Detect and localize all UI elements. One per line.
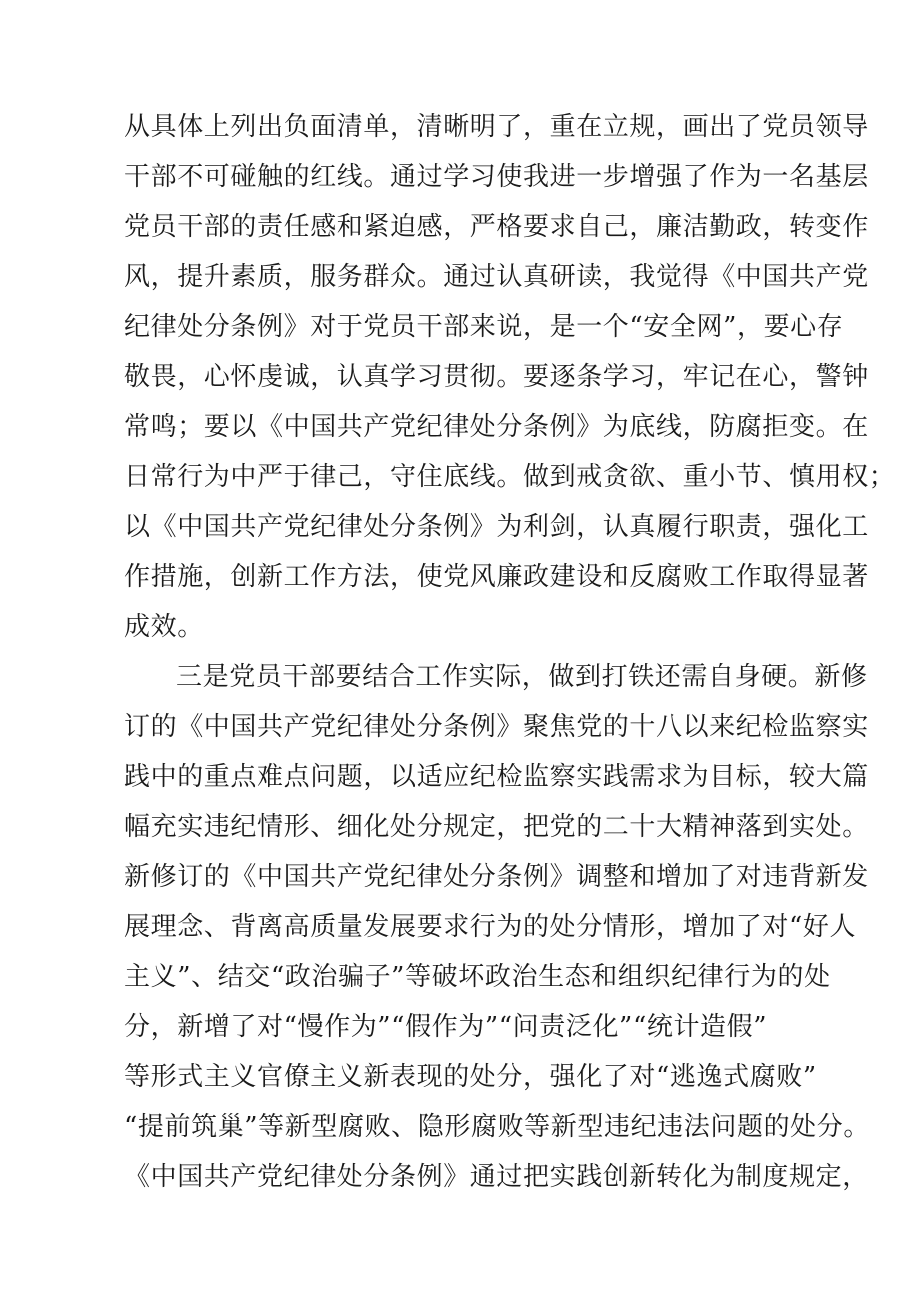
text-line: 日常行为中严于律己，守住底线。做到戒贪欲、重小节、慎用权； xyxy=(124,462,896,492)
text-line: 新修订的《中国共产党纪律处分条例》调整和增加了对违背新发 xyxy=(124,862,869,892)
text-line: “提前筑巢”等新型腐败、隐形腐败等新型违纪违法问题的处分。 xyxy=(124,1112,870,1142)
text-line: 成效。 xyxy=(124,612,204,642)
text-line: 作措施，创新工作方法，使党风廉政建设和反腐败工作取得显著 xyxy=(124,562,869,592)
text-line: 等形式主义官僚主义新表现的处分，强化了对“逃逸式腐败” xyxy=(124,1062,817,1092)
text-line: 敬畏，心怀虔诚，认真学习贯彻。要逐条学习，牢记在心，警钟 xyxy=(124,362,869,392)
text-line: 以《中国共产党纪律处分条例》为利剑，认真履行职责，强化工 xyxy=(124,512,869,542)
text-line: 从具体上列出负面清单，清晰明了，重在立规，画出了党员领导 xyxy=(124,112,869,142)
text-line: 党员干部的责任感和紧迫感，严格要求自己，廉洁勤政，转变作 xyxy=(124,212,869,242)
text-line: 订的《中国共产党纪律处分条例》聚焦党的十八以来纪检监察实 xyxy=(124,712,869,742)
text-line: 常鸣；要以《中国共产党纪律处分条例》为底线，防腐拒变。在 xyxy=(124,412,869,442)
text-line: 纪律处分条例》对于党员干部来说，是一个“安全网”，要心存 xyxy=(124,312,844,342)
text-line: 幅充实违纪情形、细化处分规定，把党的二十大精神落到实处。 xyxy=(124,812,869,842)
text-line: 分，新增了对“慢作为”“假作为”“问责泛化”“统计造假” xyxy=(124,1012,768,1042)
text-line-indented: 三是党员干部要结合工作实际，做到打铁还需自身硬。新修 xyxy=(176,662,868,692)
text-line: 风，提升素质，服务群众。通过认真研读，我觉得《中国共产党 xyxy=(124,262,869,292)
text-line: 展理念、背离高质量发展要求行为的处分情形，增加了对“好人 xyxy=(124,912,857,942)
text-line: 干部不可碰触的红线。通过学习使我进一步增强了作为一名基层 xyxy=(124,162,869,192)
text-line: 主义”、结交“政治骗子”等破坏政治生态和组织纪律行为的处 xyxy=(124,962,831,992)
text-line: 践中的重点难点问题，以适应纪检监察实践需求为目标，较大篇 xyxy=(124,762,869,792)
text-line: 《中国共产党纪律处分条例》通过把实践创新转化为制度规定， xyxy=(124,1162,869,1192)
